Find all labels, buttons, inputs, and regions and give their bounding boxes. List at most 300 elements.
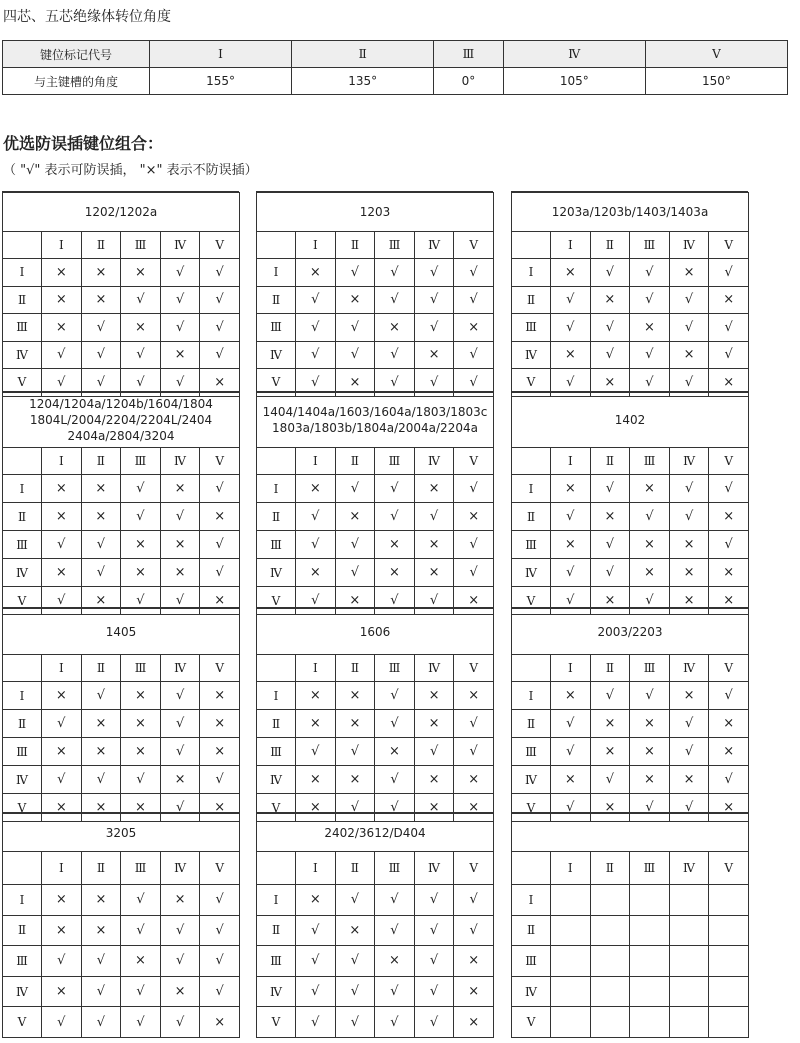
combination-mark: √ [160, 503, 200, 531]
row-key-header: Ⅳ [3, 341, 42, 369]
combination-mark: √ [669, 286, 709, 314]
combination-mark: √ [42, 1007, 82, 1038]
column-key-header: Ⅰ [296, 852, 336, 885]
combination-mark: √ [414, 976, 454, 1007]
row-key-header: Ⅳ [512, 559, 551, 587]
combination-block [2, 191, 239, 390]
corner-cell [3, 232, 42, 259]
combination-mark: √ [709, 766, 749, 794]
column-key-header: Ⅳ [414, 852, 454, 885]
combination-mark [709, 976, 749, 1007]
row-key-header: Ⅱ [3, 915, 42, 946]
combination-table [2, 813, 240, 1038]
combination-mark: × [335, 369, 375, 397]
column-key-header: Ⅱ [335, 655, 375, 682]
key-header: Ⅳ [503, 41, 645, 68]
combination-mark: × [200, 710, 240, 738]
row-key-header: Ⅴ [512, 1007, 551, 1038]
combination-mark [551, 976, 590, 1007]
column-key-header: Ⅴ [709, 655, 749, 682]
combination-mark: × [335, 766, 375, 794]
corner-cell [512, 852, 551, 885]
combination-mark: × [160, 475, 200, 503]
combination-mark: √ [81, 559, 121, 587]
combination-mark: √ [160, 915, 200, 946]
combination-mark: × [414, 794, 454, 822]
combination-mark: √ [630, 682, 670, 710]
combination-mark: × [669, 682, 709, 710]
row-key-header: Ⅰ [257, 885, 296, 916]
row-key-header: Ⅴ [257, 794, 296, 822]
combination-mark: √ [630, 503, 670, 531]
combination-mark: √ [669, 369, 709, 397]
combination-mark: √ [669, 314, 709, 342]
key-header: Ⅲ [434, 41, 504, 68]
combination-mark [630, 885, 670, 916]
column-key-header: Ⅰ [42, 655, 82, 682]
combination-mark: × [42, 915, 82, 946]
combination-mark: √ [335, 976, 375, 1007]
combination-table [2, 192, 240, 397]
row-key-header: Ⅱ [257, 286, 296, 314]
combination-mark: × [590, 503, 630, 531]
combination-mark: √ [296, 314, 336, 342]
row-key-header: Ⅱ [512, 503, 551, 531]
combination-mark: × [42, 794, 82, 822]
combination-mark: √ [81, 531, 121, 559]
row-key-header: Ⅱ [257, 710, 296, 738]
combination-block [511, 607, 748, 815]
column-key-header: Ⅱ [335, 448, 375, 475]
combination-mark [630, 1007, 670, 1038]
combination-mark: √ [81, 341, 121, 369]
column-key-header: Ⅰ [551, 655, 591, 682]
column-key-header: Ⅰ [296, 655, 336, 682]
combination-table [2, 392, 240, 615]
combination-mark: × [200, 794, 240, 822]
combination-mark: × [42, 559, 82, 587]
combination-mark: × [160, 766, 200, 794]
column-key-header: Ⅴ [454, 232, 494, 259]
column-key-header: Ⅱ [590, 852, 630, 885]
combination-mark: × [42, 259, 82, 287]
combination-mark: × [669, 587, 709, 615]
combination-mark: √ [375, 976, 415, 1007]
combination-mark: √ [296, 369, 336, 397]
combination-block [2, 607, 239, 815]
combination-mark [590, 976, 630, 1007]
combination-mark: × [81, 915, 121, 946]
combination-mark: × [121, 710, 161, 738]
column-key-header: Ⅳ [160, 852, 200, 885]
block-title: 1402 [512, 393, 749, 448]
combination-mark [709, 946, 749, 977]
combination-mark: × [669, 531, 709, 559]
combination-mark: √ [551, 286, 591, 314]
combination-mark: × [454, 946, 494, 977]
combination-table [511, 608, 749, 822]
combination-mark: × [551, 475, 591, 503]
combination-mark: × [709, 369, 749, 397]
combination-mark: √ [630, 286, 670, 314]
combination-mark [551, 915, 590, 946]
combination-mark: √ [414, 1007, 454, 1038]
combination-mark: × [454, 314, 494, 342]
combination-mark [551, 1007, 590, 1038]
combination-mark: √ [121, 885, 161, 916]
combination-mark: √ [414, 587, 454, 615]
combination-mark: × [42, 475, 82, 503]
combination-block [256, 607, 493, 815]
combination-mark: × [296, 710, 336, 738]
combination-mark: × [709, 738, 749, 766]
combination-mark: √ [414, 885, 454, 916]
combination-mark: × [630, 531, 670, 559]
combination-mark: √ [551, 559, 591, 587]
combination-mark: √ [200, 259, 240, 287]
combination-block [511, 191, 748, 390]
column-key-header: Ⅲ [630, 232, 670, 259]
combination-mark: √ [200, 314, 240, 342]
combination-mark: √ [590, 341, 630, 369]
combination-mark: √ [200, 915, 240, 946]
combination-mark: × [630, 475, 670, 503]
block-title: 2003/2203 [512, 609, 749, 655]
combination-mark: × [81, 503, 121, 531]
block-title [512, 814, 749, 852]
column-key-header: Ⅰ [551, 448, 591, 475]
row-key-header: Ⅲ [512, 314, 551, 342]
row-key-header: Ⅲ [3, 738, 42, 766]
combination-mark: √ [296, 946, 336, 977]
combination-mark: √ [590, 682, 630, 710]
combination-mark [590, 915, 630, 946]
corner-cell [512, 655, 551, 682]
combination-table [511, 813, 749, 1038]
row-key-header: Ⅴ [257, 1007, 296, 1038]
combination-mark: √ [160, 587, 200, 615]
combination-mark: × [296, 682, 336, 710]
combination-mark: × [81, 475, 121, 503]
row-key-header: Ⅱ [3, 503, 42, 531]
combination-mark [590, 1007, 630, 1038]
column-key-header: Ⅱ [335, 852, 375, 885]
key-header: Ⅴ [645, 41, 787, 68]
combination-mark: √ [296, 915, 336, 946]
column-key-header: Ⅲ [630, 655, 670, 682]
combination-mark: √ [335, 475, 375, 503]
rotation-angle-table [2, 40, 788, 95]
column-key-header: Ⅴ [200, 852, 240, 885]
row-key-header: Ⅴ [512, 794, 551, 822]
corner-cell [512, 448, 551, 475]
combination-mark: × [590, 738, 630, 766]
combination-mark: × [81, 710, 121, 738]
combination-mark: √ [335, 794, 375, 822]
combination-mark: √ [81, 766, 121, 794]
angle-value-row [3, 68, 788, 95]
combination-mark: √ [669, 738, 709, 766]
combo-section-title: 优选防误插键位组合： [3, 134, 164, 153]
corner-cell [257, 852, 296, 885]
combination-mark: √ [296, 286, 336, 314]
combination-mark: × [200, 1007, 240, 1038]
combination-table [256, 192, 494, 397]
combination-mark [590, 946, 630, 977]
combination-mark: √ [121, 369, 161, 397]
combination-mark: √ [454, 341, 494, 369]
combination-mark: √ [551, 503, 591, 531]
row-key-header: Ⅱ [3, 710, 42, 738]
row-key-header: Ⅴ [3, 369, 42, 397]
combination-mark: √ [296, 503, 336, 531]
combination-mark: × [630, 559, 670, 587]
column-key-header: Ⅴ [200, 655, 240, 682]
combination-mark: √ [375, 682, 415, 710]
combination-mark: × [296, 475, 336, 503]
combination-mark: × [42, 503, 82, 531]
row-key-header: Ⅴ [257, 369, 296, 397]
key-header: Ⅰ [150, 41, 292, 68]
combination-mark: √ [375, 915, 415, 946]
angle-value: 150° [645, 68, 787, 95]
block-title: 1204/1204a/1204b/1604/1804 1804L/2004/2204/2204L/2404 2404a/2804/3204 [3, 393, 240, 448]
column-key-header: Ⅳ [160, 655, 200, 682]
column-key-header: Ⅲ [375, 232, 415, 259]
combination-mark: √ [335, 559, 375, 587]
row-key-header: Ⅰ [3, 885, 42, 916]
column-key-header: Ⅱ [590, 655, 630, 682]
combination-mark: √ [335, 946, 375, 977]
combination-mark: √ [454, 369, 494, 397]
column-key-header: Ⅲ [630, 448, 670, 475]
combination-mark: × [121, 559, 161, 587]
row-key-header: Ⅳ [257, 559, 296, 587]
combination-mark [630, 946, 670, 977]
column-key-header: Ⅰ [296, 448, 336, 475]
column-key-header: Ⅳ [414, 232, 454, 259]
combination-mark: × [160, 885, 200, 916]
combination-mark: √ [121, 1007, 161, 1038]
corner-cell [3, 852, 42, 885]
combination-mark: × [375, 314, 415, 342]
combination-mark: √ [630, 587, 670, 615]
row-key-header: Ⅳ [3, 976, 42, 1007]
combination-mark: √ [375, 1007, 415, 1038]
combination-mark: √ [375, 587, 415, 615]
combination-mark: × [630, 738, 670, 766]
row-key-header: Ⅳ [512, 766, 551, 794]
combination-mark: √ [81, 1007, 121, 1038]
combination-mark: √ [669, 710, 709, 738]
combination-mark: × [709, 710, 749, 738]
combination-mark: √ [81, 946, 121, 977]
row-key-header: Ⅰ [512, 885, 551, 916]
combination-table [2, 608, 240, 822]
combination-mark: × [709, 587, 749, 615]
row-key-header: Ⅰ [3, 475, 42, 503]
combination-mark: × [375, 738, 415, 766]
combination-mark: √ [42, 341, 82, 369]
column-key-header: Ⅴ [200, 232, 240, 259]
combination-mark: × [121, 314, 161, 342]
combination-mark: √ [669, 794, 709, 822]
combination-mark: √ [296, 1007, 336, 1038]
angle-value: 0° [434, 68, 504, 95]
combination-mark: × [709, 559, 749, 587]
combination-mark: √ [42, 710, 82, 738]
column-key-header: Ⅲ [375, 655, 415, 682]
combination-mark: × [296, 885, 336, 916]
column-key-header: Ⅲ [121, 852, 161, 885]
corner-cell [3, 655, 42, 682]
row-key-header: Ⅲ [3, 314, 42, 342]
combination-mark [630, 915, 670, 946]
combination-mark: × [590, 587, 630, 615]
combination-mark: √ [160, 259, 200, 287]
combination-mark: √ [335, 738, 375, 766]
combination-mark: √ [42, 587, 82, 615]
combination-mark: √ [375, 369, 415, 397]
combination-mark: √ [200, 531, 240, 559]
corner-cell [257, 232, 296, 259]
combination-mark: × [335, 915, 375, 946]
combination-mark: √ [375, 885, 415, 916]
combination-mark: √ [454, 915, 494, 946]
row-key-header: Ⅲ [257, 738, 296, 766]
angle-row-label: 与主键槽的角度 [3, 68, 150, 95]
combination-mark: √ [121, 915, 161, 946]
column-key-header: Ⅴ [709, 232, 749, 259]
row-key-header: Ⅳ [257, 766, 296, 794]
combination-mark: √ [375, 286, 415, 314]
combination-table [256, 392, 494, 615]
combination-mark: √ [296, 531, 336, 559]
combination-mark: √ [335, 885, 375, 916]
combination-mark: × [81, 794, 121, 822]
combination-mark: × [669, 559, 709, 587]
column-key-header: Ⅰ [42, 852, 82, 885]
combination-mark: × [42, 314, 82, 342]
combination-mark: × [454, 503, 494, 531]
combination-mark: × [42, 976, 82, 1007]
combination-mark: √ [81, 314, 121, 342]
combination-mark: √ [414, 286, 454, 314]
combination-mark: × [454, 682, 494, 710]
row-key-header: Ⅲ [3, 531, 42, 559]
legend-note: （ "√" 表示可防误插， "×" 表示不防误插） [3, 163, 258, 178]
combination-mark: × [414, 766, 454, 794]
combination-mark: × [709, 794, 749, 822]
combination-mark: × [121, 738, 161, 766]
column-key-header: Ⅳ [414, 448, 454, 475]
row-key-header: Ⅴ [257, 587, 296, 615]
combination-mark [669, 915, 709, 946]
block-title: 1203a/1203b/1403/1403a [512, 193, 749, 232]
combination-mark [709, 885, 749, 916]
combination-mark: × [81, 286, 121, 314]
column-key-header: Ⅴ [709, 852, 749, 885]
combination-mark [669, 976, 709, 1007]
combination-mark: √ [630, 259, 670, 287]
combination-mark: × [335, 503, 375, 531]
column-key-header: Ⅰ [551, 232, 591, 259]
combination-mark: √ [669, 475, 709, 503]
combination-mark: × [590, 794, 630, 822]
combination-mark: √ [81, 976, 121, 1007]
combination-mark: × [551, 682, 591, 710]
row-key-header: Ⅴ [3, 587, 42, 615]
combination-mark: √ [42, 946, 82, 977]
angle-value: 135° [292, 68, 434, 95]
column-key-header: Ⅴ [709, 448, 749, 475]
combination-mark: × [335, 710, 375, 738]
combination-mark: √ [200, 766, 240, 794]
combination-mark: √ [414, 915, 454, 946]
combination-mark: × [296, 766, 336, 794]
combination-mark: √ [375, 710, 415, 738]
row-key-header: Ⅰ [512, 259, 551, 287]
block-title: 1203 [257, 193, 494, 232]
combination-block [256, 391, 493, 608]
combination-mark: × [335, 682, 375, 710]
combination-mark: √ [551, 587, 591, 615]
combination-mark: √ [200, 976, 240, 1007]
combination-mark [630, 976, 670, 1007]
combination-mark: √ [160, 369, 200, 397]
combination-mark: √ [200, 341, 240, 369]
combination-mark: × [121, 946, 161, 977]
row-key-header: Ⅱ [257, 915, 296, 946]
corner-cell [512, 232, 551, 259]
combination-mark: × [375, 946, 415, 977]
column-key-header: Ⅲ [121, 655, 161, 682]
row-key-header: Ⅰ [3, 682, 42, 710]
column-key-header: Ⅴ [454, 852, 494, 885]
row-key-header: Ⅲ [257, 531, 296, 559]
combination-mark: × [121, 531, 161, 559]
combination-mark: × [709, 286, 749, 314]
corner-cell [3, 448, 42, 475]
combination-mark: √ [454, 559, 494, 587]
combination-mark: √ [454, 259, 494, 287]
row-key-header: Ⅴ [512, 587, 551, 615]
combination-mark: × [200, 682, 240, 710]
column-key-header: Ⅴ [200, 448, 240, 475]
row-key-header: Ⅱ [257, 503, 296, 531]
combination-mark: √ [296, 976, 336, 1007]
column-key-header: Ⅱ [590, 448, 630, 475]
combination-mark: × [414, 682, 454, 710]
combination-mark: × [669, 259, 709, 287]
combination-mark: × [200, 503, 240, 531]
combination-mark: √ [454, 710, 494, 738]
combination-mark: √ [414, 946, 454, 977]
angle-header-row [3, 41, 788, 68]
row-key-header: Ⅴ [3, 794, 42, 822]
column-key-header: Ⅱ [81, 232, 121, 259]
combination-mark: √ [414, 738, 454, 766]
combination-mark: √ [335, 314, 375, 342]
combination-mark: √ [42, 369, 82, 397]
combination-mark: × [375, 559, 415, 587]
combination-mark: √ [454, 531, 494, 559]
column-key-header: Ⅲ [630, 852, 670, 885]
combination-mark: √ [709, 475, 749, 503]
combination-mark: × [590, 369, 630, 397]
combination-mark: × [630, 710, 670, 738]
combination-mark: √ [200, 946, 240, 977]
